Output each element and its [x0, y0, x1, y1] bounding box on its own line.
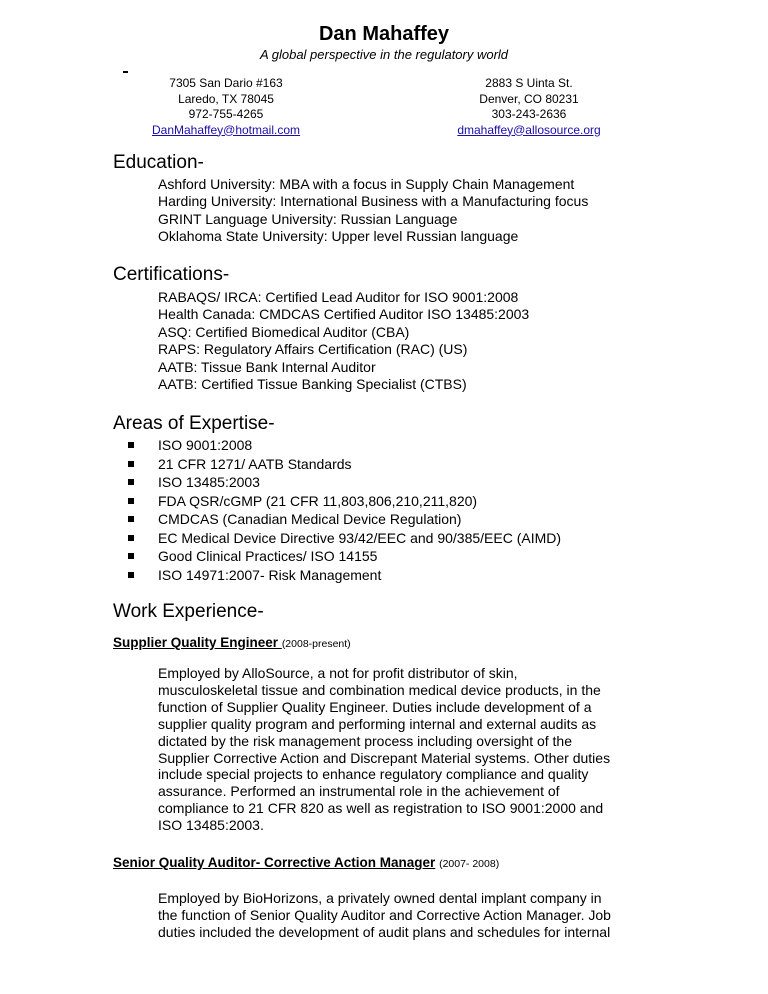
- expertise-heading: Areas of Expertise-: [113, 413, 275, 434]
- address-line: Denver, CO 80231: [479, 91, 579, 106]
- certification-item: AATB: Tissue Bank Internal Auditor: [158, 358, 376, 375]
- square-bullet-icon: [128, 572, 134, 578]
- certification-item: ASQ: Certified Biomedical Auditor (CBA): [158, 323, 410, 340]
- job-title-row: [113, 634, 351, 653]
- job-title-row: [113, 854, 499, 873]
- address-block-laredo: [126, 76, 326, 138]
- square-bullet-icon: [128, 498, 134, 504]
- phone-line: 303-243-2636: [491, 107, 567, 121]
- expertise-item: CMDCAS (Canadian Medical Device Regulation): [128, 510, 561, 529]
- certifications-list: [158, 289, 529, 393]
- address-line: 7305 San Dario #163: [169, 76, 283, 90]
- expertise-list: [128, 436, 561, 584]
- education-item: Oklahoma State University: Upper level Russian language: [158, 228, 519, 245]
- email-link-hotmail[interactable]: DanMahaffey@hotmail.com: [151, 122, 301, 137]
- phone-line: 972-755-4265: [188, 107, 264, 121]
- education-item: Harding University: International Business with a Manufacturing focus: [158, 193, 589, 210]
- expertise-item: Good Clinical Practices/ ISO 14155: [128, 547, 561, 566]
- square-bullet-icon: [128, 553, 134, 559]
- job-dates: (2008-present): [281, 638, 351, 650]
- work-experience-heading: Work Experience-: [113, 601, 264, 622]
- address-line: Laredo, TX 78045: [178, 91, 274, 106]
- education-list: [158, 176, 588, 246]
- square-bullet-icon: [128, 479, 134, 485]
- square-bullet-icon: [128, 535, 134, 541]
- square-bullet-icon: [128, 442, 134, 448]
- education-item: Ashford University: MBA with a focus in Supply Chain Management: [158, 176, 575, 192]
- certification-item: RABAQS/ IRCA: Certified Lead Auditor for ISO 9001:2008: [158, 289, 519, 305]
- certification-item: AATB: Certified Tissue Banking Specialist (CTBS): [158, 376, 467, 393]
- certification-item: RAPS: Regulatory Affairs Certification (RAC) (US): [158, 341, 468, 358]
- resume-tagline: A global perspective in the regulatory world: [259, 47, 509, 62]
- email-link-allosource[interactable]: dmahaffey@allosource.org: [457, 122, 601, 137]
- address-line: 2883 S Uinta St.: [485, 76, 573, 90]
- expertise-item: ISO 13485:2003: [128, 473, 561, 492]
- expertise-item: ISO 9001:2008: [128, 436, 561, 455]
- square-bullet-icon: [128, 516, 134, 522]
- job-title: Supplier Quality Engineer: [113, 635, 279, 650]
- square-bullet-icon: [128, 461, 134, 467]
- expertise-item: 21 CFR 1271/ AATB Standards: [128, 455, 561, 474]
- certifications-heading: Certifications-: [113, 264, 230, 285]
- job-description: Employed by BioHorizons, a privately owned dental implant company in the function of Senior Quality Auditor and Corrective Action Manager. Job duties included the development of audit plans and schedules for internal: [158, 890, 611, 940]
- address-block-denver: [429, 76, 629, 138]
- job-description: Employed by AlloSource, a not for profit distributor of skin, musculoskeletal tissue and combination medical device products, in the function of Supplier Quality Engineer. Duties include development of a supplier quality program and performing internal and external audits as dictated by the risk management process including oversight of the Supplier Corrective Action and Discrepant Material systems. Other duties include special projects to enhance regulatory compliance and quality assurance. Performed an instrumental role in the achievement of compliance to 21 CFR 820 as well as registration to ISO 9001:2000 and ISO 13485:2003.: [158, 665, 611, 834]
- job-title: Senior Quality Auditor- Corrective Action Manager: [113, 855, 436, 870]
- expertise-item: FDA QSR/cGMP (21 CFR 11,803,806,210,211,820): [128, 492, 561, 511]
- certification-item: Health Canada: CMDCAS Certified Auditor ISO 13485:2003: [158, 306, 530, 323]
- resume-name: Dan Mahaffey: [318, 23, 450, 45]
- education-item: GRINT Language University: Russian Language: [158, 210, 458, 227]
- job-dates: (2007- 2008): [439, 858, 500, 870]
- header-rule-mark: [123, 71, 128, 73]
- expertise-item: ISO 14971:2007- Risk Management: [128, 566, 561, 585]
- education-heading: Education-: [113, 152, 204, 173]
- expertise-item: EC Medical Device Directive 93/42/EEC and 90/385/EEC (AIMD): [128, 529, 561, 548]
